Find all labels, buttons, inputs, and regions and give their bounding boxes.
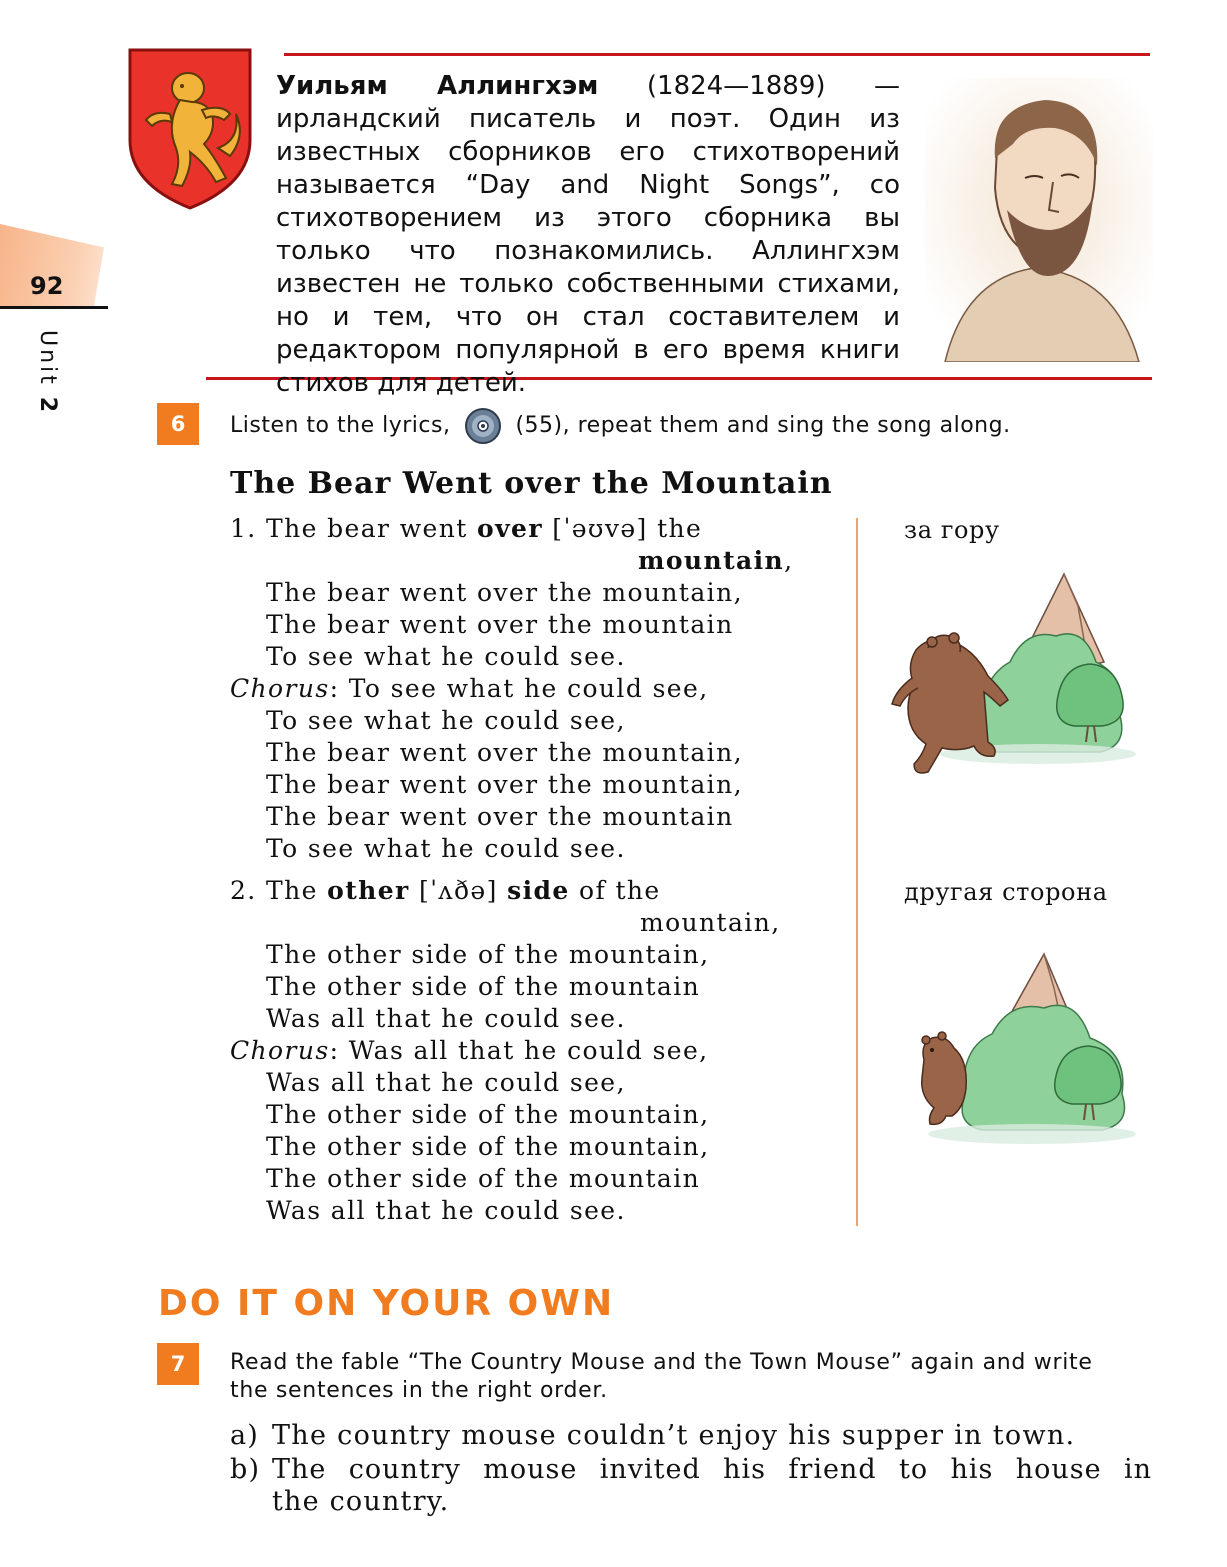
other-side-illustration (906, 948, 1142, 1148)
verse-1-first-line (230, 514, 702, 543)
sentence-a: The country mouse couldn’t enjoy his supper in town. (272, 1420, 1076, 1451)
instruction-after: (55), repeat them and sing the song along. (515, 413, 1011, 438)
verse-line: The bear went over the mountain, (266, 578, 743, 607)
chorus-line: The bear went over the mountain, (266, 738, 743, 767)
verse-2-first-line-cont: mountain, (640, 908, 781, 937)
chorus-label: Chorus (230, 674, 330, 703)
chorus-line: The other side of the mountain, (266, 1132, 710, 1161)
exercise-6-instruction (230, 407, 1011, 445)
verse-1-text: The bear went (266, 514, 468, 543)
unit-number: 2 (35, 396, 60, 416)
transcription: [ˈəʊvə] (552, 514, 648, 543)
chorus-first-line (230, 674, 709, 703)
verse-line: Was all that he could see. (266, 1004, 626, 1033)
verse-1-first-line-cont (638, 546, 793, 575)
gloss-other-side: другая сторона (904, 878, 1108, 906)
unit-label (20, 330, 60, 440)
instruction-before: Listen to the lyrics, (230, 413, 451, 438)
verse-1-text: the (657, 514, 703, 543)
chorus-line: The other side of the mountain (266, 1164, 701, 1193)
chorus-line: The other side of the mountain, (266, 1100, 710, 1129)
exercise-7-instruction-line-1: Read the fable “The Country Mouse and the Town Mouse” again and write (230, 1350, 1093, 1375)
vocab-word-mountain: mountain (638, 546, 785, 575)
chorus-line: Was all that he could see, (266, 1068, 626, 1097)
verse-line: The bear went over the mountain (266, 610, 734, 639)
sentence-b-line-2: the country. (272, 1486, 450, 1517)
author-portrait (925, 78, 1153, 362)
section-heading: DO IT ON YOUR OWN (158, 1283, 615, 1324)
exercise-6-number: 6 (157, 403, 199, 445)
chorus-line: The bear went over the mountain (266, 802, 734, 831)
unit-word: Unit (35, 330, 60, 387)
chorus-first-line (230, 1036, 709, 1065)
chorus-line: To see what he could see. (266, 834, 626, 863)
chorus-line: Was all that he could see. (266, 1196, 626, 1225)
verse-line: To see what he could see. (266, 642, 626, 671)
verse-line: The other side of the mountain, (266, 940, 710, 969)
exercise-7-instruction-line-2: the sentences in the right order. (230, 1378, 608, 1403)
author-bio-text (206, 70, 900, 400)
verse-2-text: The (266, 876, 318, 905)
sentence-b-line-1: The country mouse invited his friend to his house in (272, 1454, 1152, 1485)
page-number-rule (0, 306, 108, 309)
page-number: 92 (30, 272, 64, 300)
author-bio (206, 70, 900, 400)
vocab-word-side: side (507, 876, 570, 905)
author-description: ирландский писатель и поэт. Один из известных сборников его стихотворений называется “Day and Night Songs”, со стихотворением из этого сборника вы только что познакомились. Аллингхэм известен не только собственными стихами, но и тем, что он стал составителем и редактором популярной в его время книги стихов для детей. (276, 104, 900, 398)
verse-2-text: of the (579, 876, 661, 905)
chorus-label: Chorus (230, 1036, 330, 1065)
chorus-text: : To see what he could see, (329, 674, 709, 703)
glossary-divider (856, 518, 858, 1226)
exercise-7-number: 7 (157, 1343, 199, 1385)
vocab-word-over: over (477, 514, 543, 543)
verse-line: The other side of the mountain (266, 972, 701, 1001)
bear-mountain-illustration (888, 566, 1138, 786)
bio-top-rule (284, 53, 1150, 56)
verse-number: 2. (230, 876, 257, 905)
gloss-over-the-mountain: за гору (904, 516, 1000, 544)
punctuation: , (784, 546, 794, 575)
transcription: [ˈʌðə] (419, 876, 498, 905)
cd-disc-icon[interactable] (464, 407, 502, 445)
verse-number: 1. (230, 514, 257, 543)
chorus-line: To see what he could see, (266, 706, 626, 735)
verse-2-first-line (230, 876, 661, 905)
author-years: (1824—1889) — (646, 71, 901, 101)
vocab-word-other: other (327, 876, 410, 905)
chorus-line: The bear went over the mountain, (266, 770, 743, 799)
author-name: Уильям Аллингхэм (276, 71, 599, 101)
chorus-text: : Was all that he could see, (329, 1036, 709, 1065)
song-title: The Bear Went over the Mountain (230, 466, 833, 501)
sentence-a-label: a) (230, 1420, 260, 1451)
sentence-b-label: b) (230, 1454, 261, 1485)
